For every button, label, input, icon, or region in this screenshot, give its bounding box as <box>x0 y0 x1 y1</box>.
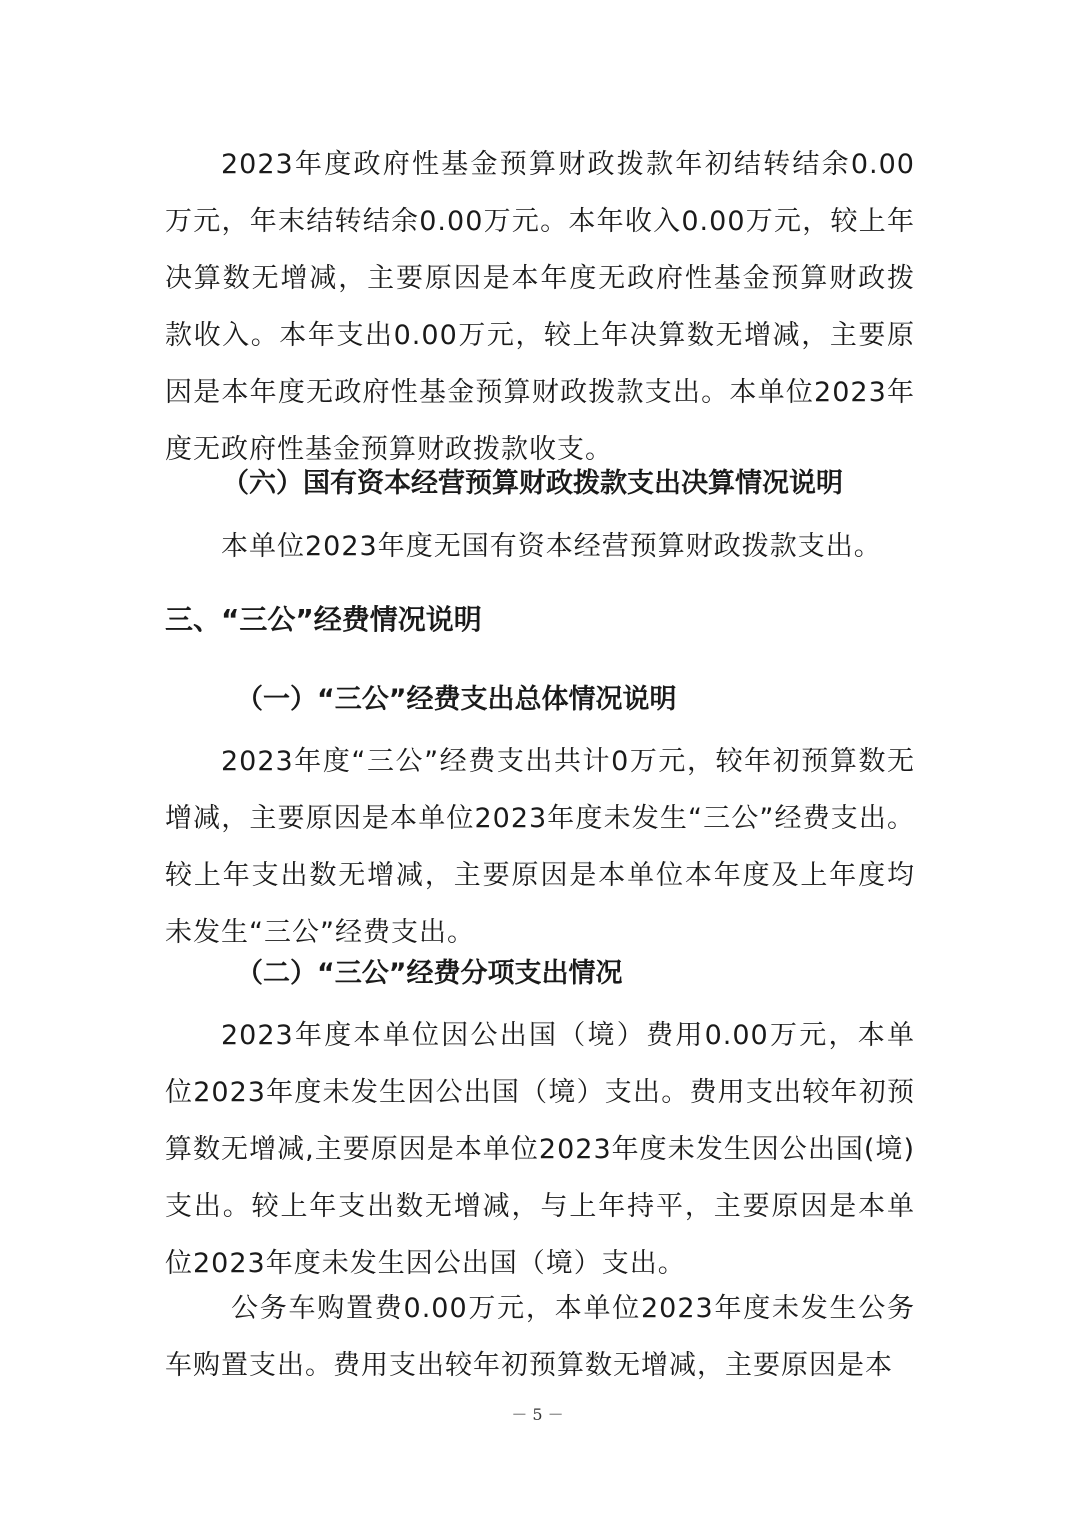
page-number: － 5 － <box>511 1405 564 1424</box>
heading-itemized-expenses: （二）“三公”经费分项支出情况 <box>236 958 623 989</box>
heading-state-capital-budget: （六）国有资本经营预算财政拨款支出决算情况说明 <box>222 468 843 499</box>
paragraph-government-fund: 2023年度政府性基金预算财政拨款年初结转结余0.00万元，年末结转结余0.00万元。本年收入0.00万元，较上年决算数无增减，主要原因是本年度无政府性基金预算财政拨款收入。本年支出0.00万元，较上年决算数无增减，主要原因是本年度无政府性基金预算财政拨款支出。本单位2023年度无政府性基金预算财政拨款收支。 <box>165 149 915 465</box>
section-heading-three-public-expenses: 三、“三公”经费情况说明 <box>165 603 482 636</box>
paragraph-vehicle-purchase: 公务车购置费0.00万元，本单位2023年度未发生公务车购置支出。费用支出较年初预算数无增减，主要原因是本 <box>165 1293 915 1381</box>
heading-overall-expenses: （一）“三公”经费支出总体情况说明 <box>236 684 677 715</box>
paragraph-state-capital-budget: 本单位2023年度无国有资本经营预算财政拨款支出。 <box>221 531 882 562</box>
paragraph-overall-expenses: 2023年度“三公”经费支出共计0万元，较年初预算数无增减，主要原因是本单位2023年度未发生“三公”经费支出。较上年支出数无增减，主要原因是本单位本年度及上年度均未发生“三公”经费支出。 <box>165 746 915 948</box>
paragraph-overseas-travel: 2023年度本单位因公出国（境）费用0.00万元，本单位2023年度未发生因公出国（境）支出。费用支出较年初预算数无增减,主要原因是本单位2023年度未发生因公出国(境)支出。较上年支出数无增减，与上年持平，主要原因是本单位2023年度未发生因公出国（境）支出。 <box>165 1020 915 1279</box>
